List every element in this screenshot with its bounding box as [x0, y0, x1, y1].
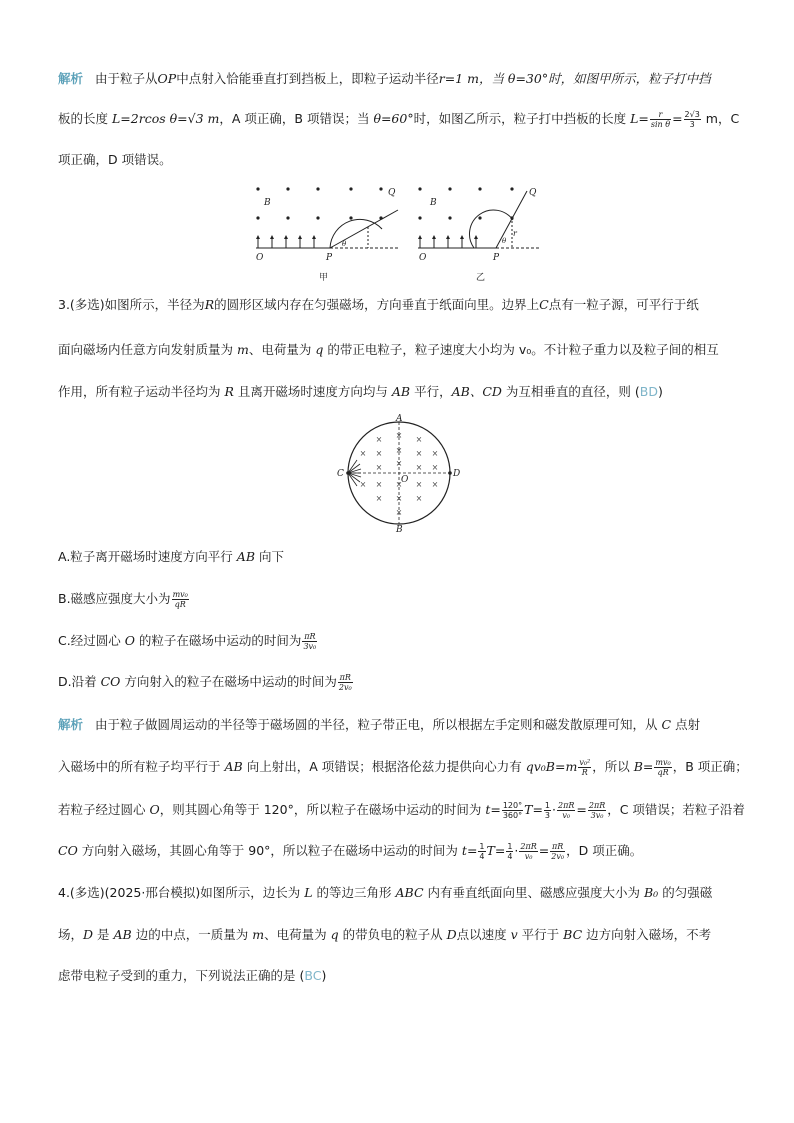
- point-label-D: D: [453, 469, 461, 479]
- point-label-Q: Q: [388, 188, 396, 198]
- svg-text:×: ×: [415, 463, 423, 472]
- radius-label: r: [513, 229, 517, 238]
- fraction: $\frac{\pi R}{\text{2v₀}}$: [551, 842, 565, 861]
- svg-text:×: ×: [375, 463, 383, 472]
- point-label-O: O: [256, 253, 264, 263]
- option-b: B.磁感应强度大小为 $\frac{\text{mv₀}}{qR}$: [58, 590, 188, 609]
- option-d: D.沿着 CO 方向射入的粒子在磁场中运动的时间为 $\frac{\pi R}{\text{2v₀}}$: [58, 673, 352, 692]
- svg-text:×: ×: [395, 494, 403, 503]
- analysis1-line2: 板的长度 L=2rcos θ=√3 m，A 项正确，B 项错误；当 θ=60°时，如图乙所示，粒子打中挡板的长度 L= $\frac{r}{\text{sin θ}}$ = $\frac{2√3}{3}$ m，C: [58, 110, 740, 129]
- point-label-A: A: [396, 414, 403, 424]
- point-label-B: B: [396, 525, 403, 532]
- svg-text:×: ×: [375, 435, 383, 444]
- fraction: $\frac{\text{v₀²}}{R}$: [579, 758, 591, 777]
- svg-text:×: ×: [431, 463, 439, 472]
- q3-line2: 面向磁场内任意方向发射质量为 m、电荷量为 q 的带正电粒子，粒子速度大小均为 v₀。不计粒子重力以及粒子间的相互: [58, 342, 719, 357]
- point-label-P: P: [326, 253, 333, 263]
- fraction: $\frac{\pi R}{\text{2v₀}}$: [338, 673, 352, 692]
- q4-line1: 4.(多选)(2025·邢台模拟)如图所示，边长为 L 的等边三角形 ABC 内有垂直纸面向里、磁感应强度大小为 B₀ 的匀强磁: [58, 885, 713, 900]
- svg-text:×: ×: [395, 480, 403, 489]
- fraction: $\frac{120^\circ}{360^\circ}$: [502, 801, 523, 820]
- fraction: $\frac{r}{\text{sin θ}}$: [650, 110, 671, 129]
- svg-text:×: ×: [359, 449, 367, 458]
- svg-text:×: ×: [359, 480, 367, 489]
- point-label-Q: Q: [529, 188, 537, 198]
- fraction: $\frac{1}{4}$: [507, 842, 513, 861]
- fraction: $\frac{1}{4}$: [479, 842, 485, 861]
- angle-label: θ: [342, 240, 347, 248]
- fraction: $\frac{2√3}{3}$: [684, 110, 700, 129]
- point-label-P: P: [493, 253, 500, 263]
- field-label-B: B: [264, 198, 271, 208]
- option-a: A.粒子离开磁场时速度方向平行 AB 向下: [58, 549, 285, 564]
- svg-text:×: ×: [415, 494, 423, 503]
- svg-text:×: ×: [431, 480, 439, 489]
- svg-text:×: ×: [415, 435, 423, 444]
- field-label-B: B: [430, 198, 437, 208]
- point-label-O: O: [419, 253, 427, 263]
- analysis2-line2: 入磁场中的所有粒子均平行于 AB 向上射出，A 项错误；根据洛伦兹力提供向心力有 qv₀B=m $\frac{\text{v₀²}}{R}$ ，所以 B= $\frac{\text{mv₀}}{qR}$ ，B 项正确；: [58, 758, 748, 777]
- fraction: $\frac{\pi R}{\text{3v₀}}$: [303, 632, 317, 651]
- figure-jia: [256, 187, 396, 282]
- analysis2-line3: 若粒子经过圆心 O，则其圆心角等于 120°，所以粒子在磁场中运动的时间为 t= $\frac{120^\circ}{360^\circ}$ T= $\frac{1}{3}$ · $\frac{2\pi R}{\text{v₀}}$ = $\frac{2\pi R}{\text{3v₀}}$ ，C 项错误；若粒子沿着: [58, 801, 745, 820]
- svg-text:×: ×: [395, 446, 403, 455]
- svg-text:×: ×: [431, 449, 439, 458]
- svg-text:×: ×: [395, 508, 403, 517]
- angle-label: θ: [502, 237, 507, 245]
- svg-text:×: ×: [415, 480, 423, 489]
- svg-text:×: ×: [415, 449, 423, 458]
- fraction: $\frac{\text{mv₀}}{qR}$: [172, 590, 188, 609]
- svg-text:×: ×: [375, 449, 383, 458]
- analysis-tag: 解析: [58, 71, 84, 86]
- caption-yi: 乙: [476, 273, 486, 282]
- svg-text:×: ×: [395, 459, 403, 468]
- point-label-C: C: [337, 469, 344, 479]
- fraction: $\frac{1}{3}$: [544, 801, 551, 820]
- analysis-tag: 解析: [58, 717, 84, 732]
- fraction: $\frac{\text{mv₀}}{qR}$: [655, 758, 671, 777]
- fraction: $\frac{2\pi R}{\text{3v₀}}$: [588, 801, 606, 820]
- svg-text:×: ×: [395, 431, 403, 440]
- svg-text:×: ×: [375, 480, 383, 489]
- q3-line1: 3.(多选)如图所示，半径为R的圆形区域内存在匀强磁场，方向垂直于纸面向里。边界上C点有一粒子源，可平行于纸: [58, 297, 699, 312]
- point-label-O: O: [401, 475, 409, 485]
- option-c: C.经过圆心 O 的粒子在磁场中运动的时间为 $\frac{\pi R}{\text{3v₀}}$: [58, 632, 317, 651]
- answer-key: BC: [304, 968, 322, 983]
- fraction: $\frac{2\pi R}{\text{v₀}}$: [520, 842, 537, 861]
- fraction: $\frac{2\pi R}{\text{v₀}}$: [558, 801, 575, 820]
- analysis1-line1: 解析 由于粒子从OP中点射入恰能垂直打到挡板上，即粒子运动半径r=1 m，当 θ=30°时，如图甲所示，粒子打中挡: [58, 71, 711, 86]
- q4-line2: 场，D 是 AB 边的中点，一质量为 m、电荷量为 q 的带负电的粒子从 D点以速度 v 平行于 BC 边方向射入磁场，不考: [58, 927, 712, 942]
- svg-text:×: ×: [375, 494, 383, 503]
- q4-line3: 虑带电粒子受到的重力，下列说法正确的是 (BC): [58, 968, 327, 983]
- figure-yi: [418, 187, 537, 282]
- figure-circle-field: [335, 412, 465, 532]
- figure-jia-yi: [248, 178, 548, 282]
- analysis2-line1: 解析 由于粒子做圆周运动的半径等于磁场圆的半径，粒子带正电，所以根据左手定则和磁发散原理可知，从 C 点射: [58, 717, 701, 732]
- q3-line3: 作用，所有粒子运动半径均为 R 且离开磁场时速度方向均与 AB 平行，AB、CD 为互相垂直的直径，则 (BD): [58, 384, 663, 399]
- answer-key: BD: [639, 384, 658, 399]
- analysis2-line4: CO 方向射入磁场，其圆心角等于 90°，所以粒子在磁场中运动的时间为 t= $\frac{1}{4}$ T= $\frac{1}{4}$ · $\frac{2\pi R}{\text{v₀}}$ = $\frac{\pi R}{\text{2v₀}}$ ，D 项正确。: [58, 842, 643, 861]
- analysis1-line3: 项正确，D 项错误。: [58, 152, 172, 167]
- caption-jia: 甲: [319, 273, 329, 282]
